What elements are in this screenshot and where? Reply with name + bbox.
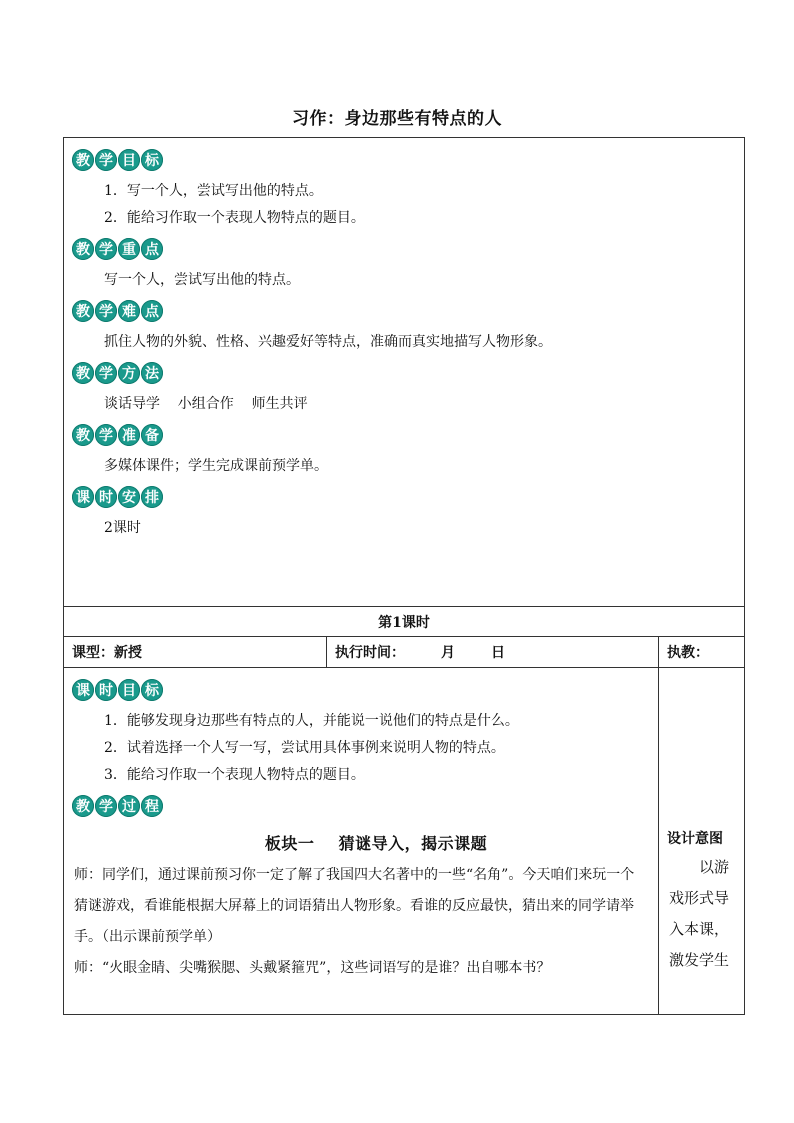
header-chip: 教 [72,795,94,817]
header-chip: 教 [72,362,94,384]
page-title: 习作：身边那些有特点的人 [292,109,502,129]
header-chip: 目 [118,679,140,701]
preparation-text: 多媒体课件；学生完成课前预学单。 [104,458,328,474]
header-chip: 学 [95,238,117,260]
overview-cell [64,138,745,607]
lesson-goal-item: 2．试着选择一个人写一写，尝试用具体事例来说明人物的特点。 [104,740,505,756]
header-chip: 学 [95,300,117,322]
section-header-methods [72,360,744,386]
header-chip: 过 [118,795,140,817]
header-chip: 排 [141,486,163,508]
header-chip: 难 [118,300,140,322]
header-chip: 时 [95,486,117,508]
section-header-process [72,793,658,819]
header-chip: 重 [118,238,140,260]
section-header-key-points [72,236,744,262]
lesson-goal-item: 3．能给习作取一个表现人物特点的题目。 [104,767,365,783]
header-chip: 课 [72,679,94,701]
lesson-header: 第1课时 [64,607,745,637]
header-chip: 法 [141,362,163,384]
block-title: 板块一 猜谜导入，揭示课题 [264,834,488,853]
section-header-lesson-goals [72,677,658,703]
header-chip: 教 [72,300,94,322]
section-header-difficulties [72,298,744,324]
header-chip: 安 [118,486,140,508]
difficulties-text: 抓住人物的外貌、性格、兴趣爱好等特点，准确而真实地描写人物形象。 [104,334,552,350]
header-chip: 时 [95,679,117,701]
header-chip: 学 [95,795,117,817]
design-intent-text: 以游戏形式导入本课，激发学生 [669,858,730,969]
header-chip: 学 [95,424,117,446]
teacher-field: 执教： [659,637,745,668]
header-chip: 教 [72,424,94,446]
design-intent-title: 设计意图 [667,831,723,847]
day-label: 日 [491,645,505,661]
header-chip: 教 [72,238,94,260]
execution-time-label: 执行时间： [335,645,405,661]
header-chip: 程 [141,795,163,817]
header-chip: 课 [72,486,94,508]
section-header-goals [72,147,744,173]
header-chip: 目 [118,149,140,171]
header-chip: 准 [118,424,140,446]
methods-text: 谈话导学 小组合作 师生共评 [104,396,308,412]
header-chip: 点 [141,238,163,260]
header-chip: 备 [141,424,163,446]
lesson-plan-table [63,137,745,1015]
section-header-preparation [72,422,744,448]
header-chip: 教 [72,149,94,171]
month-label: 月 [441,645,455,661]
section-header-schedule [72,484,744,510]
header-chip: 标 [141,679,163,701]
header-chip: 标 [141,149,163,171]
header-chip: 学 [95,149,117,171]
header-chip: 方 [118,362,140,384]
header-chip: 点 [141,300,163,322]
dialogue-paragraph: 师：“火眼金睛、尖嘴猴腮、头戴紧箍咒”，这些词语写的是谁？出自哪本书？ [74,960,551,976]
goal-item: 2．能给习作取一个表现人物特点的题目。 [104,210,365,226]
schedule-text: 2课时 [104,520,141,536]
design-intent-cell [659,668,745,1015]
dialogue-paragraph: 师：同学们，通过课前预习你一定了解了我国四大名著中的一些“名角”。今天咱们来玩一个猜谜游戏，看谁能根据大屏幕上的词语猜出人物形象。看谁的反应最快，猜出来的同学请举手。（出示课前预学单） [74,867,635,945]
lesson-type: 课型：新授 [64,637,327,668]
goal-item: 1．写一个人，尝试写出他的特点。 [104,183,323,199]
key-points-text: 写一个人，尝试写出他的特点。 [104,272,300,288]
lesson-goal-item: 1．能够发现身边那些有特点的人，并能说一说他们的特点是什么。 [104,713,519,729]
lesson-content-cell [64,668,659,1015]
header-chip: 学 [95,362,117,384]
execution-time [327,637,659,668]
